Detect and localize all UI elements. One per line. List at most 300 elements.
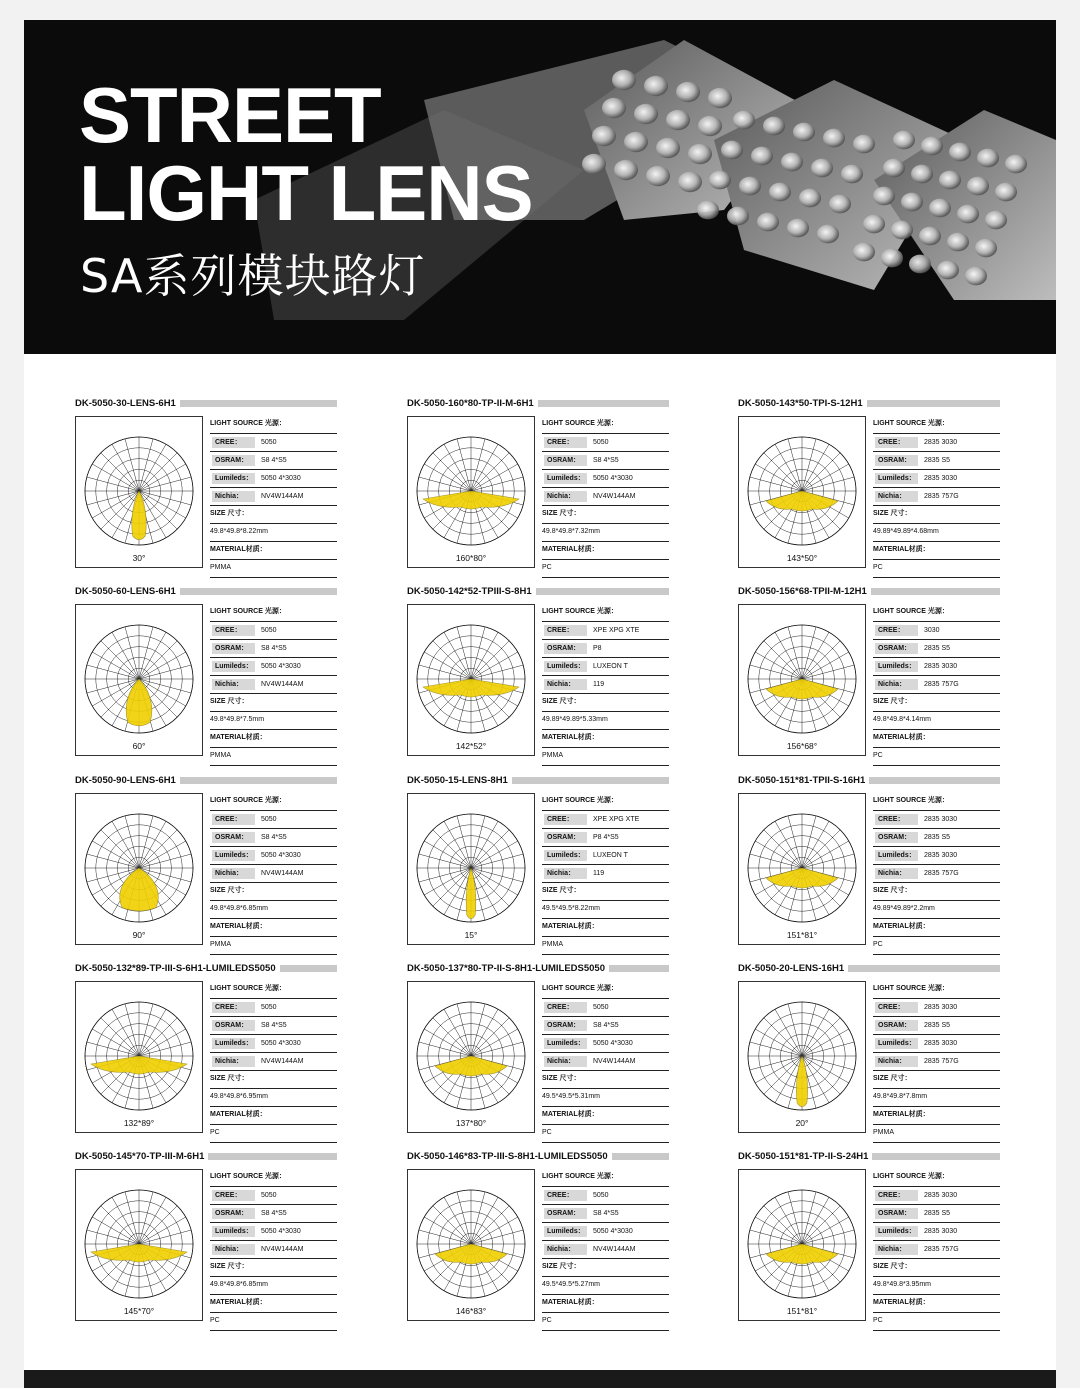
osram-label: OSRAM： (544, 643, 587, 654)
polar-diagram (738, 416, 866, 568)
beam-pattern (120, 868, 158, 911)
spec-table (542, 604, 669, 766)
polar-grid (408, 417, 534, 567)
lumileds-label: Lumileds： (544, 850, 587, 861)
product-card (738, 398, 1000, 573)
product-name: DK-5050-90-LENS-6H1 (75, 775, 180, 787)
size-value: 49.8*49.8*7.32mm (542, 524, 669, 542)
hero-title-line2: LIGHT LENS (79, 149, 533, 237)
beam-pattern (126, 679, 152, 726)
nichia-value: 2835 757G (924, 1058, 959, 1065)
nichia-label: Nichia： (544, 491, 587, 502)
material-header: MATERIAL材质： (210, 1107, 337, 1125)
product-name: DK-5050-60-LENS-6H1 (75, 586, 180, 598)
product-name: DK-5050-143*50-TPI-S-12H1 (738, 398, 867, 410)
material-value: PMMA (873, 1125, 1000, 1143)
osram-value: S8 4*S5 (593, 1022, 619, 1029)
material-header: MATERIAL材质： (542, 542, 669, 560)
lumileds-label: Lumileds： (875, 850, 918, 861)
size-header: SIZE 尺寸： (542, 694, 669, 712)
cree-label: CREE： (212, 437, 255, 448)
lumileds-value: 2835 3030 (924, 1228, 958, 1235)
product-card (75, 398, 337, 573)
product-name: DK-5050-146*83-TP-III-S-8H1-LUMILEDS5050 (407, 1151, 612, 1163)
cree-label: CREE： (212, 1002, 255, 1013)
material-header: MATERIAL材质： (873, 919, 1000, 937)
hero-title (79, 71, 533, 237)
lumileds-row (210, 847, 337, 865)
light-source-header: LIGHT SOURCE 光源： (210, 793, 337, 811)
nichia-label: Nichia： (212, 1244, 255, 1255)
light-source-header: LIGHT SOURCE 光源： (542, 416, 669, 434)
osram-label: OSRAM： (875, 643, 918, 654)
osram-value: 2835 S5 (924, 1022, 951, 1029)
cree-value: 3030 (924, 627, 940, 634)
spec-table (873, 1169, 1000, 1331)
light-source-header: LIGHT SOURCE 光源： (210, 416, 337, 434)
lumileds-row (210, 1035, 337, 1053)
cree-row (873, 1187, 1000, 1205)
osram-value: S8 4*S5 (261, 1022, 287, 1029)
beam-angle-label: 15° (464, 930, 478, 940)
polar-grid (76, 982, 202, 1132)
lumileds-label: Lumileds： (544, 661, 587, 672)
product-title-bar (738, 1151, 1000, 1163)
osram-row (873, 1205, 1000, 1223)
product-name: DK-5050-15-LENS-8H1 (407, 775, 512, 787)
cree-value: 2835 3030 (924, 816, 958, 823)
size-value: 49.5*49.5*5.31mm (542, 1089, 669, 1107)
product-name: DK-5050-20-LENS-16H1 (738, 963, 848, 975)
material-header: MATERIAL材质： (542, 730, 669, 748)
cree-value: 5050 (261, 1192, 277, 1199)
cree-label: CREE： (875, 437, 918, 448)
cree-row (873, 811, 1000, 829)
nichia-row (210, 676, 337, 694)
osram-row (542, 829, 669, 847)
osram-row (873, 640, 1000, 658)
polar-grid (739, 417, 865, 567)
size-header: SIZE 尺寸： (873, 1259, 1000, 1277)
product-card (75, 1151, 337, 1326)
lumileds-value: 5050 4*3030 (261, 663, 301, 670)
product-card (738, 775, 1000, 950)
polar-diagram (407, 416, 535, 568)
cree-row (210, 999, 337, 1017)
nichia-row (210, 1241, 337, 1259)
product-card (75, 775, 337, 950)
osram-row (210, 1205, 337, 1223)
size-value: 49.89*49.89*2.2mm (873, 901, 1000, 919)
spec-table (210, 793, 337, 955)
beam-angle-label: 151*81° (786, 1306, 818, 1316)
light-source-header: LIGHT SOURCE 光源： (210, 604, 337, 622)
size-value: 49.8*49.8*7.8mm (873, 1089, 1000, 1107)
spec-table (210, 1169, 337, 1331)
polar-diagram (407, 1169, 535, 1321)
light-source-header: LIGHT SOURCE 光源： (873, 981, 1000, 999)
material-value: PMMA (210, 560, 337, 578)
cree-value: 5050 (593, 1004, 609, 1011)
nichia-label: Nichia： (544, 1056, 587, 1067)
osram-label: OSRAM： (212, 832, 255, 843)
nichia-label: Nichia： (544, 679, 587, 690)
osram-value: S8 4*S5 (261, 457, 287, 464)
product-title-bar (407, 1151, 669, 1163)
osram-value: P8 4*S5 (593, 834, 619, 841)
hero-banner (24, 20, 1056, 354)
cree-label: CREE： (544, 437, 587, 448)
size-header: SIZE 尺寸： (873, 883, 1000, 901)
material-value: PC (210, 1125, 337, 1143)
product-card (407, 1151, 669, 1326)
material-header: MATERIAL材质： (210, 919, 337, 937)
nichia-row (873, 1241, 1000, 1259)
polar-grid (76, 794, 202, 944)
osram-row (873, 1017, 1000, 1035)
osram-value: 2835 S5 (924, 457, 951, 464)
product-title-bar (75, 775, 337, 787)
nichia-label: Nichia： (544, 868, 587, 879)
product-title-bar (75, 963, 337, 975)
spec-table (542, 1169, 669, 1331)
cree-label: CREE： (212, 1190, 255, 1201)
size-value: 49.8*49.8*6.95mm (210, 1089, 337, 1107)
product-name: DK-5050-132*89-TP-III-S-6H1-LUMILEDS5050 (75, 963, 280, 975)
material-header: MATERIAL材质： (542, 919, 669, 937)
nichia-label: Nichia： (875, 1056, 918, 1067)
spec-table (873, 981, 1000, 1143)
spec-table (542, 416, 669, 578)
osram-row (210, 452, 337, 470)
polar-grid (408, 794, 534, 944)
product-title-bar (75, 398, 337, 410)
spec-table (210, 604, 337, 766)
material-header: MATERIAL材质： (542, 1295, 669, 1313)
lumileds-label: Lumileds： (875, 1038, 918, 1049)
osram-label: OSRAM： (212, 1208, 255, 1219)
product-title-bar (738, 586, 1000, 598)
nichia-value: 2835 757G (924, 681, 959, 688)
beam-angle-label: 151*81° (786, 930, 818, 940)
osram-label: OSRAM： (875, 1020, 918, 1031)
product-title-bar (407, 586, 669, 598)
lumileds-row (873, 847, 1000, 865)
beam-pattern (766, 868, 838, 888)
lumileds-label: Lumileds： (544, 1226, 587, 1237)
lumileds-value: LUXEON T (593, 663, 628, 670)
cree-label: CREE： (875, 1190, 918, 1201)
beam-pattern (766, 679, 838, 699)
cree-row (210, 811, 337, 829)
nichia-label: Nichia： (212, 868, 255, 879)
nichia-row (542, 1053, 669, 1071)
nichia-value: 2835 757G (924, 1246, 959, 1253)
osram-value: S8 4*S5 (261, 645, 287, 652)
spec-table (873, 416, 1000, 578)
light-source-header: LIGHT SOURCE 光源： (873, 416, 1000, 434)
osram-value: 2835 S5 (924, 645, 951, 652)
product-title-bar (407, 963, 669, 975)
nichia-value: NV4W144AM (593, 493, 636, 500)
size-header: SIZE 尺寸： (542, 883, 669, 901)
osram-label: OSRAM： (212, 455, 255, 466)
light-source-header: LIGHT SOURCE 光源： (210, 981, 337, 999)
cree-row (210, 434, 337, 452)
beam-pattern (796, 1056, 807, 1107)
cree-label: CREE： (212, 625, 255, 636)
product-title-bar (75, 1151, 337, 1163)
size-header: SIZE 尺寸： (542, 1071, 669, 1089)
spec-table (210, 416, 337, 578)
light-source-header: LIGHT SOURCE 光源： (873, 604, 1000, 622)
cree-value: 2835 3030 (924, 1004, 958, 1011)
nichia-row (873, 865, 1000, 883)
size-header: SIZE 尺寸： (210, 506, 337, 524)
lumileds-row (210, 658, 337, 676)
spec-table (873, 793, 1000, 955)
material-header: MATERIAL材质： (873, 542, 1000, 560)
polar-grid (408, 605, 534, 755)
cree-value: 5050 (261, 627, 277, 634)
lumileds-label: Lumileds： (875, 473, 918, 484)
hero-subtitle: SA系列模块路灯 (80, 249, 426, 303)
cree-value: 5050 (261, 1004, 277, 1011)
size-header: SIZE 尺寸： (210, 1071, 337, 1089)
nichia-row (210, 488, 337, 506)
product-name: DK-5050-137*80-TP-II-S-8H1-LUMILEDS5050 (407, 963, 609, 975)
osram-row (210, 829, 337, 847)
size-value: 49.89*49.89*4.68mm (873, 524, 1000, 542)
product-title-bar (738, 963, 1000, 975)
product-name: DK-5050-160*80-TP-II-M-6H1 (407, 398, 538, 410)
polar-grid (739, 605, 865, 755)
cree-label: CREE： (544, 1002, 587, 1013)
material-value: PC (873, 937, 1000, 955)
beam-pattern (466, 868, 476, 919)
product-title-bar (75, 586, 337, 598)
size-value: 49.8*49.8*4.14mm (873, 712, 1000, 730)
osram-label: OSRAM： (212, 643, 255, 654)
lumileds-row (542, 470, 669, 488)
nichia-value: 119 (593, 681, 605, 688)
cree-label: CREE： (212, 814, 255, 825)
nichia-label: Nichia： (212, 1056, 255, 1067)
material-value: PC (542, 1125, 669, 1143)
osram-row (873, 829, 1000, 847)
material-value: PMMA (210, 748, 337, 766)
lumileds-label: Lumileds： (212, 1038, 255, 1049)
light-source-header: LIGHT SOURCE 光源： (873, 1169, 1000, 1187)
polar-diagram (407, 604, 535, 756)
size-value: 49.8*49.8*6.85mm (210, 901, 337, 919)
size-value: 49.8*49.8*6.85mm (210, 1277, 337, 1295)
size-header: SIZE 尺寸： (210, 694, 337, 712)
material-value: PC (873, 560, 1000, 578)
osram-value: S8 4*S5 (593, 1210, 619, 1217)
lumileds-label: Lumileds： (212, 850, 255, 861)
beam-angle-label: 137*80° (455, 1118, 487, 1128)
lumileds-value: 2835 3030 (924, 852, 958, 859)
polar-diagram (738, 793, 866, 945)
polar-grid (739, 982, 865, 1132)
lumileds-value: 5050 4*3030 (261, 1040, 301, 1047)
cree-row (210, 1187, 337, 1205)
beam-angle-label: 142*52° (455, 741, 487, 751)
cree-value: 5050 (261, 439, 277, 446)
light-source-header: LIGHT SOURCE 光源： (542, 981, 669, 999)
material-value: PMMA (210, 937, 337, 955)
nichia-value: 2835 757G (924, 870, 959, 877)
lumileds-value: 5050 4*3030 (593, 475, 633, 482)
product-title-bar (407, 775, 669, 787)
light-source-header: LIGHT SOURCE 光源： (210, 1169, 337, 1187)
polar-diagram (75, 604, 203, 756)
nichia-value: NV4W144AM (261, 1058, 304, 1065)
polar-diagram (738, 981, 866, 1133)
cree-value: 5050 (593, 439, 609, 446)
polar-diagram (75, 1169, 203, 1321)
lumileds-row (873, 470, 1000, 488)
polar-diagram (407, 981, 535, 1133)
cree-label: CREE： (875, 1002, 918, 1013)
nichia-label: Nichia： (875, 679, 918, 690)
product-card (407, 586, 669, 761)
product-card (407, 963, 669, 1138)
beam-pattern (91, 1244, 187, 1262)
cree-value: XPE XPG XTE (593, 816, 640, 823)
lumileds-label: Lumileds： (212, 473, 255, 484)
lumileds-value: 2835 3030 (924, 475, 958, 482)
material-value: PC (873, 1313, 1000, 1331)
osram-label: OSRAM： (544, 832, 587, 843)
nichia-value: NV4W144AM (261, 870, 304, 877)
material-value: PC (542, 560, 669, 578)
product-name: DK-5050-142*52-TPIII-S-8H1 (407, 586, 536, 598)
product-card (407, 775, 669, 950)
osram-value: 2835 S5 (924, 834, 951, 841)
size-header: SIZE 尺寸： (873, 506, 1000, 524)
nichia-row (873, 1053, 1000, 1071)
material-header: MATERIAL材质： (873, 1107, 1000, 1125)
nichia-row (542, 865, 669, 883)
nichia-row (873, 676, 1000, 694)
nichia-label: Nichia： (875, 868, 918, 879)
size-header: SIZE 尺寸： (542, 1259, 669, 1277)
cree-label: CREE： (544, 625, 587, 636)
nichia-value: NV4W144AM (593, 1058, 636, 1065)
beam-pattern (435, 1056, 507, 1076)
material-value: PC (210, 1313, 337, 1331)
nichia-value: NV4W144AM (261, 1246, 304, 1253)
material-header: MATERIAL材质： (210, 730, 337, 748)
beam-angle-label: 160*80° (455, 553, 487, 563)
nichia-row (542, 676, 669, 694)
beam-angle-label: 132*89° (123, 1118, 155, 1128)
beam-angle-label: 20° (795, 1118, 809, 1128)
lumileds-row (210, 1223, 337, 1241)
lumileds-value: 5050 4*3030 (593, 1040, 633, 1047)
polar-diagram (75, 793, 203, 945)
beam-pattern (766, 1244, 838, 1264)
product-title-bar (407, 398, 669, 410)
cree-row (873, 622, 1000, 640)
size-value: 49.89*49.89*5.33mm (542, 712, 669, 730)
product-card (407, 398, 669, 573)
osram-row (210, 1017, 337, 1035)
product-card (75, 586, 337, 761)
product-name: DK-5050-151*81-TPII-S-16H1 (738, 775, 869, 787)
lumileds-value: LUXEON T (593, 852, 628, 859)
cree-row (542, 434, 669, 452)
cree-value: 5050 (261, 816, 277, 823)
nichia-label: Nichia： (875, 491, 918, 502)
product-name: DK-5050-30-LENS-6H1 (75, 398, 180, 410)
material-value: PC (873, 748, 1000, 766)
osram-row (542, 1205, 669, 1223)
osram-row (873, 452, 1000, 470)
lumileds-label: Lumileds： (544, 473, 587, 484)
polar-grid (739, 794, 865, 944)
nichia-value: NV4W144AM (593, 1246, 636, 1253)
cree-label: CREE： (544, 814, 587, 825)
cree-value: 2835 3030 (924, 1192, 958, 1199)
polar-diagram (75, 416, 203, 568)
beam-pattern (435, 1244, 507, 1264)
osram-row (542, 452, 669, 470)
nichia-label: Nichia： (212, 679, 255, 690)
lumileds-label: Lumileds： (875, 661, 918, 672)
size-value: 49.5*49.5*8.22mm (542, 901, 669, 919)
osram-row (542, 1017, 669, 1035)
osram-value: P8 (593, 645, 602, 652)
material-header: MATERIAL材质： (873, 1295, 1000, 1313)
nichia-value: NV4W144AM (261, 493, 304, 500)
material-header: MATERIAL材质： (210, 1295, 337, 1313)
lumileds-row (210, 470, 337, 488)
cree-row (873, 999, 1000, 1017)
product-name: DK-5050-145*70-TP-III-M-6H1 (75, 1151, 208, 1163)
nichia-value: 2835 757G (924, 493, 959, 500)
cree-label: CREE： (875, 814, 918, 825)
polar-grid (76, 605, 202, 755)
material-header: MATERIAL材质： (542, 1107, 669, 1125)
polar-diagram (75, 981, 203, 1133)
nichia-value: 119 (593, 870, 605, 877)
osram-row (542, 640, 669, 658)
cree-label: CREE： (875, 625, 918, 636)
size-value: 49.5*49.5*5.27mm (542, 1277, 669, 1295)
beam-pattern (423, 679, 519, 697)
osram-label: OSRAM： (875, 455, 918, 466)
cree-row (542, 811, 669, 829)
beam-pattern (132, 491, 146, 540)
nichia-label: Nichia： (212, 491, 255, 502)
lumileds-value: 5050 4*3030 (261, 475, 301, 482)
polar-diagram (738, 604, 866, 756)
osram-label: OSRAM： (875, 832, 918, 843)
polar-grid (408, 1170, 534, 1320)
cree-row (210, 622, 337, 640)
spec-table (210, 981, 337, 1143)
size-header: SIZE 尺寸： (873, 1071, 1000, 1089)
light-source-header: LIGHT SOURCE 光源： (542, 793, 669, 811)
polar-grid (739, 1170, 865, 1320)
product-card (75, 963, 337, 1138)
beam-pattern (423, 491, 519, 509)
cree-row (873, 434, 1000, 452)
polar-grid (76, 417, 202, 567)
